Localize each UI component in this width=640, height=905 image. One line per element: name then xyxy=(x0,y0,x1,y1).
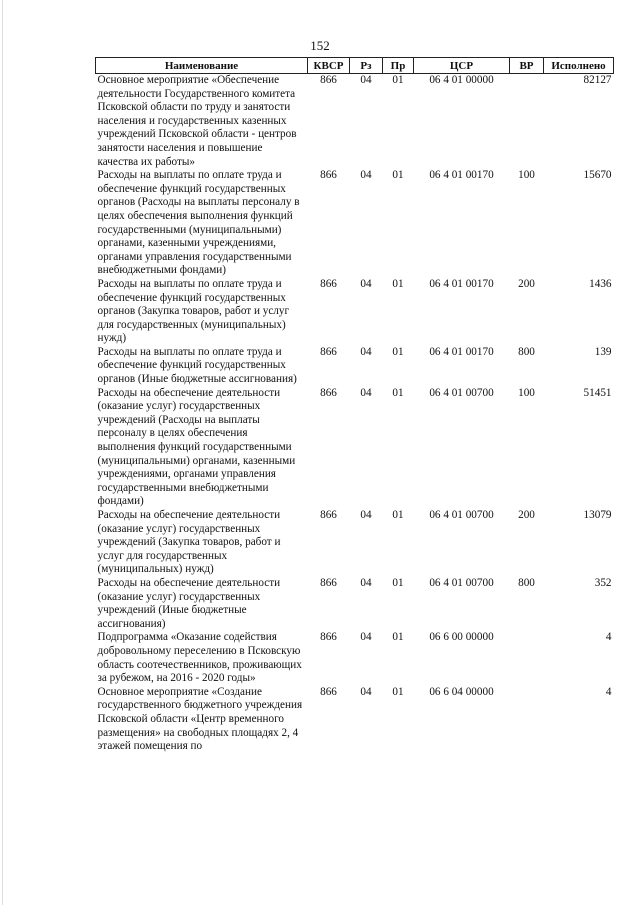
row-pr: 01 xyxy=(392,685,404,698)
budget-table xyxy=(95,57,614,754)
row-name: Основное мероприятие «Обеспечение деятельности Государственного комитета Псковской области по труду и занятости населения и государственных казенных учреждений Псковской области - центров занятости населения и повышение качества их работы» xyxy=(97,74,297,168)
row-vr: 100 xyxy=(518,386,535,399)
table-header-row xyxy=(96,58,614,74)
row-pr: 01 xyxy=(392,576,404,589)
column-header-sum: Исполнено xyxy=(544,58,614,74)
table-row xyxy=(96,686,614,754)
row-kvsr: 866 xyxy=(320,74,337,86)
row-vr xyxy=(510,631,544,685)
row-name: Основное мероприятие «Создание государственного бюджетного учреждения Псковской области «Центр временного размещения» на свободных площадях 2, 4 этажей помещения по xyxy=(97,685,303,753)
row-vr xyxy=(510,686,544,754)
row-pr: 01 xyxy=(392,345,404,358)
column-header-kvsr: КВСР xyxy=(308,58,350,74)
row-vr: 200 xyxy=(518,509,535,521)
row-kvsr: 866 xyxy=(320,631,337,644)
table-row xyxy=(96,346,614,387)
row-kvsr: 866 xyxy=(320,509,337,521)
table-row xyxy=(96,74,614,170)
row-name: Расходы на выплаты по оплате труда и обеспечение функций государственных органов (Закупка товаров, работ и услуг для государственных (муниципальных) нужд) xyxy=(97,277,290,345)
row-vr: 200 xyxy=(518,277,535,290)
column-header-csr: ЦСР xyxy=(414,58,510,74)
row-csr: 06 6 00 00000 xyxy=(429,631,494,644)
row-vr: 800 xyxy=(518,345,535,358)
row-csr: 06 6 04 00000 xyxy=(429,685,494,698)
row-rz: 04 xyxy=(360,576,372,589)
row-csr: 06 4 01 00700 xyxy=(429,509,494,521)
row-rz: 04 xyxy=(360,277,372,290)
row-pr: 01 xyxy=(392,277,404,290)
column-header-rz: Рз xyxy=(350,58,383,74)
row-name: Расходы на обеспечение деятельности (оказание услуг) государственных учреждений (Закупка товаров, работ и услуг для государственных (муниципальных) нужд) xyxy=(97,509,281,576)
row-kvsr: 866 xyxy=(320,386,337,399)
row-kvsr: 866 xyxy=(320,169,337,182)
row-name: Подпрограмма «Оказание содействия добровольному переселению в Псковскую область соотечественников, проживающих за рубежом, на 2016 - 2020 годы» xyxy=(97,631,302,685)
column-header-pr: Пр xyxy=(383,58,414,74)
row-vr: 800 xyxy=(518,576,535,589)
row-csr: 06 4 01 00700 xyxy=(429,576,494,589)
row-kvsr: 866 xyxy=(320,277,337,290)
row-name: Расходы на выплаты по оплате труда и обеспечение функций государственных органов (Расходы на выплаты персоналу в целях обеспечения выполнения функций государственными (муниципальными) органами, казенными учреждениями, органами управления государственными внебюджетными фондами) xyxy=(97,169,300,277)
row-name: Расходы на обеспечение деятельности (оказание услуг) государственных учреждений (Расходы на выплаты персоналу в целях обеспечения выполнения функций государственными (муниципальными) органами, казенными учреждениями, органами управления государственными внебюджетными фондами) xyxy=(97,386,296,508)
row-sum: 4 xyxy=(605,685,612,698)
row-csr: 06 4 01 00170 xyxy=(429,277,494,290)
column-header-name: Наименование xyxy=(96,58,308,74)
row-pr: 01 xyxy=(392,169,404,182)
row-csr: 06 4 01 00000 xyxy=(429,74,494,86)
table-row xyxy=(96,509,614,577)
row-sum: 139 xyxy=(594,345,612,358)
table-row xyxy=(96,169,614,278)
row-kvsr: 866 xyxy=(320,685,337,698)
row-csr: 06 4 01 00170 xyxy=(429,345,494,358)
row-pr: 01 xyxy=(392,509,404,521)
row-sum: 1436 xyxy=(589,277,612,290)
table-row xyxy=(96,577,614,631)
row-sum: 15670 xyxy=(583,169,612,182)
row-sum: 13079 xyxy=(583,509,612,521)
row-vr: 100 xyxy=(518,169,535,182)
scan-edge xyxy=(2,0,3,905)
row-pr: 01 xyxy=(392,631,404,644)
row-rz: 04 xyxy=(360,509,372,521)
row-pr: 01 xyxy=(392,74,404,86)
row-rz: 04 xyxy=(360,685,372,698)
row-sum: 352 xyxy=(594,576,612,589)
page-number: 152 xyxy=(310,38,330,53)
table-row xyxy=(96,278,614,346)
row-rz: 04 xyxy=(360,74,372,86)
row-csr: 06 4 01 00170 xyxy=(429,169,494,182)
row-sum: 4 xyxy=(605,631,612,644)
row-pr: 01 xyxy=(392,386,404,399)
row-kvsr: 866 xyxy=(320,576,337,589)
row-sum: 82127 xyxy=(583,74,612,86)
row-csr: 06 4 01 00700 xyxy=(429,386,494,399)
row-rz: 04 xyxy=(360,345,372,358)
row-rz: 04 xyxy=(360,631,372,644)
row-rz: 04 xyxy=(360,386,372,399)
row-name: Расходы на выплаты по оплате труда и обеспечение функций государственных органов (Иные бюджетные ассигнования) xyxy=(97,345,297,386)
row-name: Расходы на обеспечение деятельности (оказание услуг) государственных учреждений (Иные бюджетные ассигнования) xyxy=(97,576,281,630)
row-vr xyxy=(510,74,544,170)
row-sum: 51451 xyxy=(583,386,612,399)
column-header-vr: ВР xyxy=(510,58,544,74)
row-kvsr: 866 xyxy=(320,345,337,358)
row-rz: 04 xyxy=(360,169,372,182)
table-row xyxy=(96,631,614,685)
table-row xyxy=(96,387,614,509)
